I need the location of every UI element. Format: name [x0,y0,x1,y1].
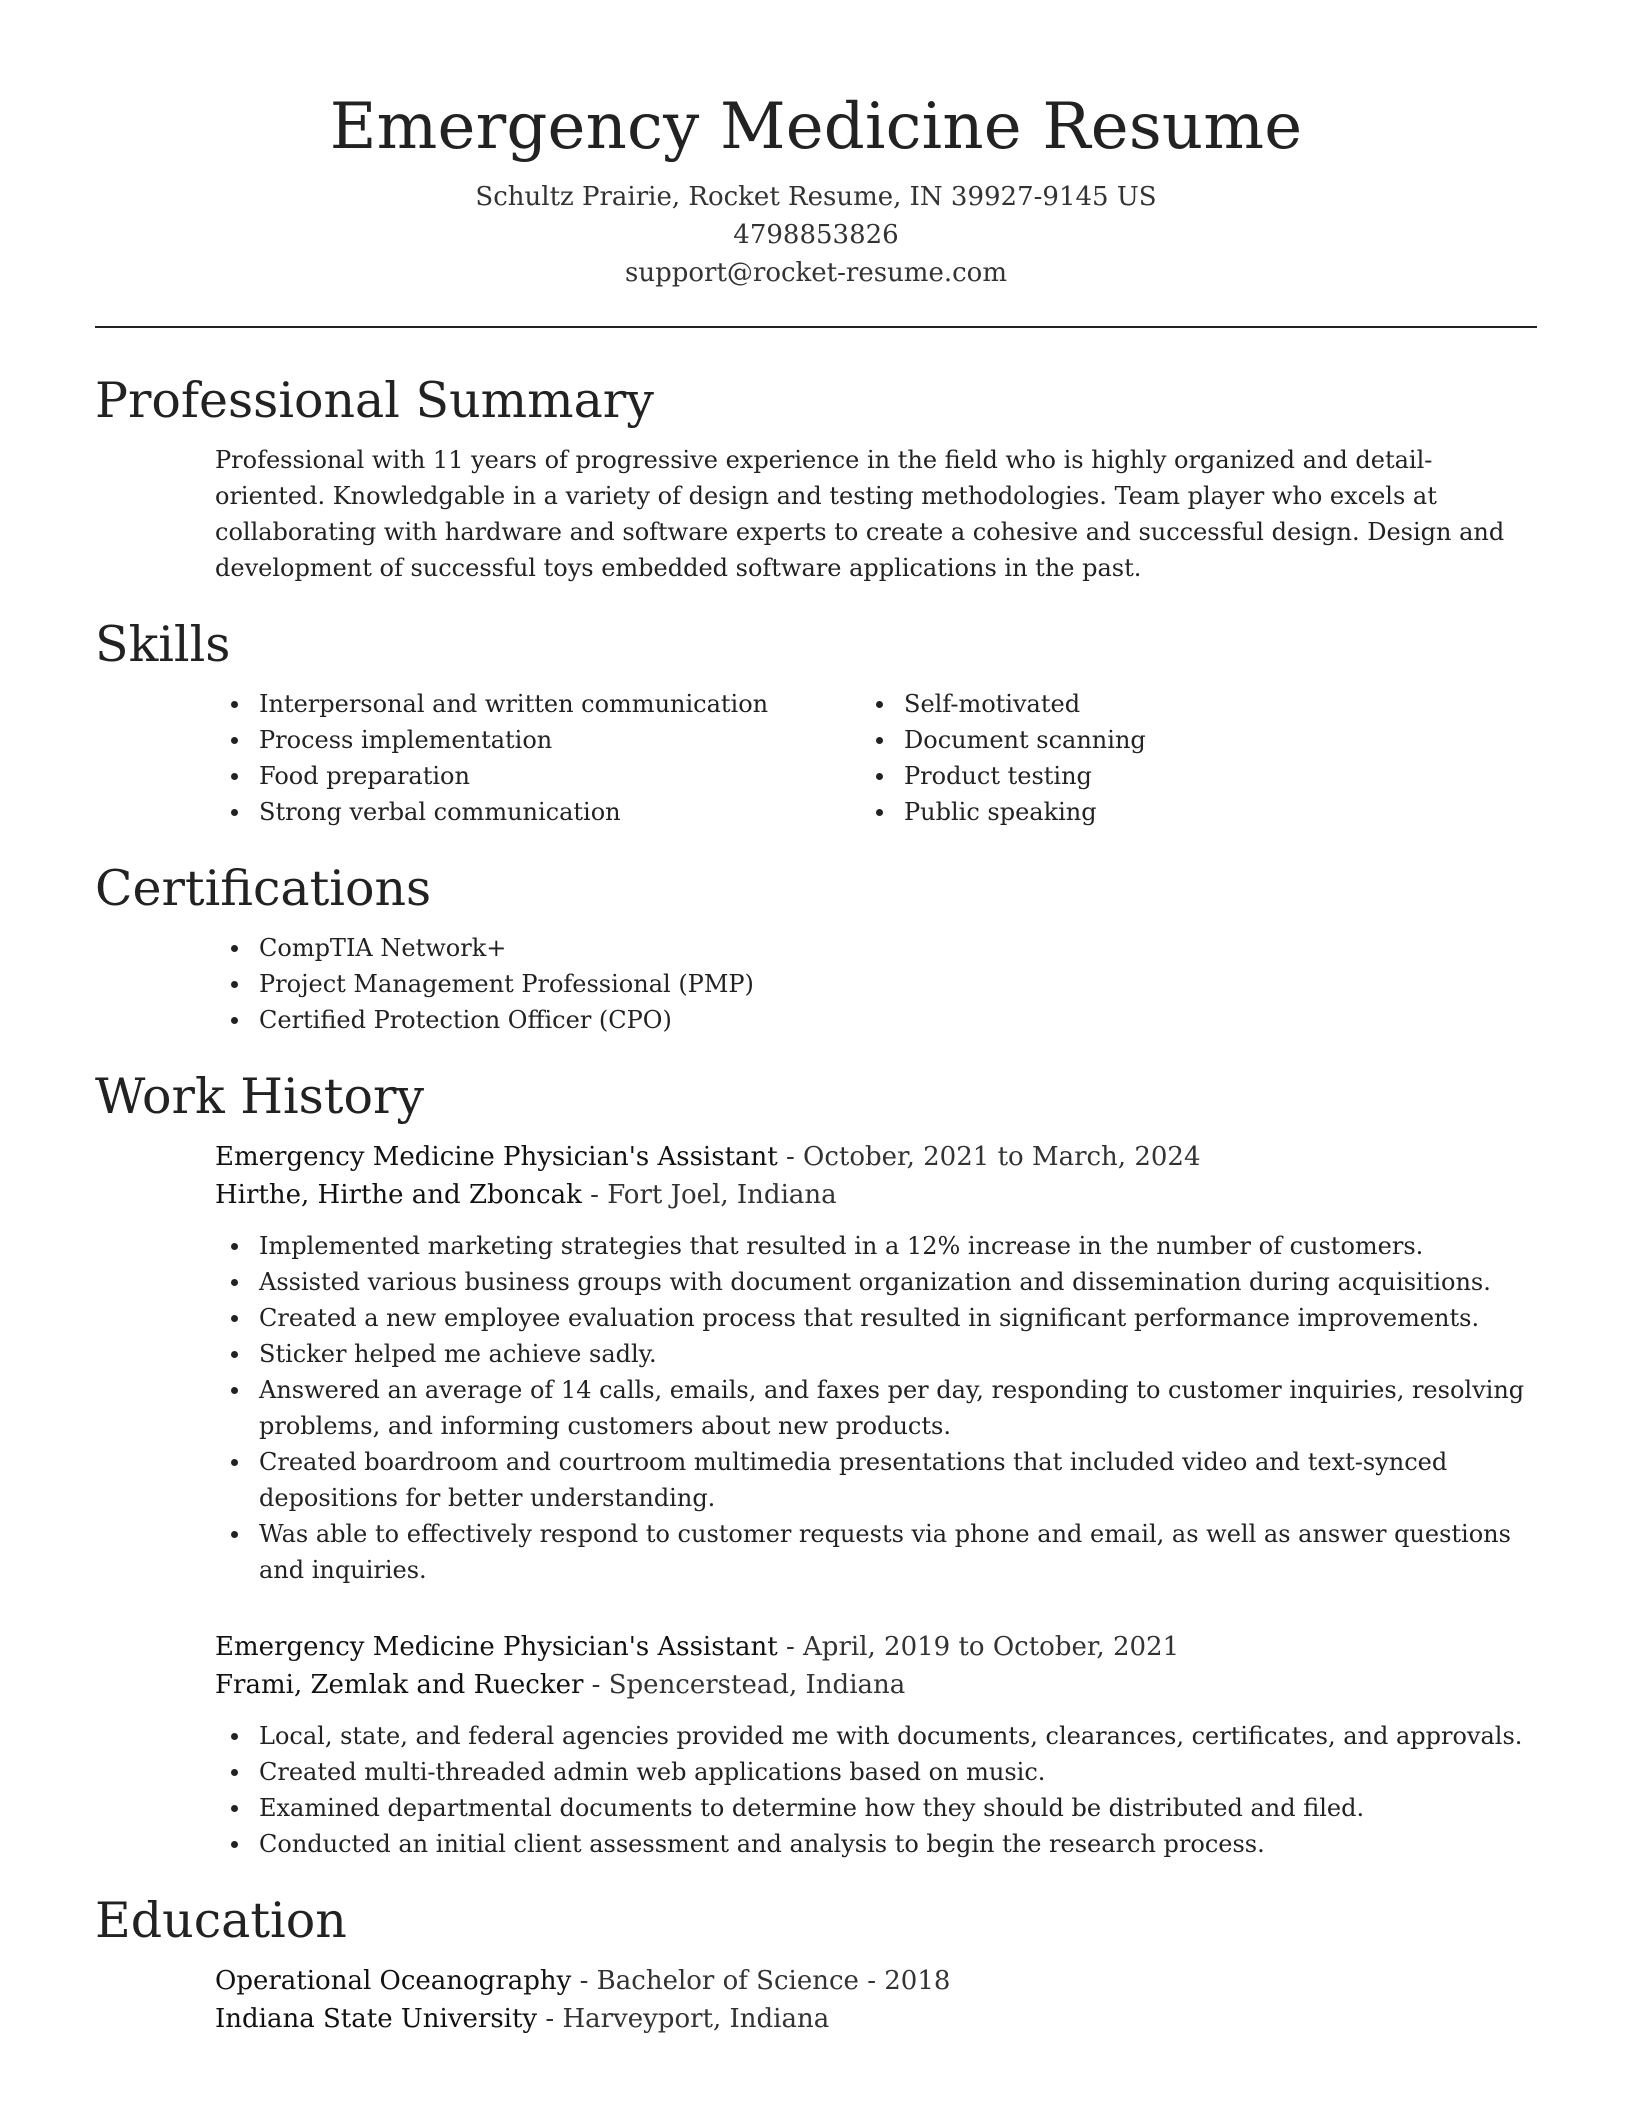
job-location: - Fort Joel, Indiana [581,1180,837,1210]
list-item: Product testing [904,758,1460,794]
list-item: Sticker helped me achieve sadly. [259,1336,1537,1372]
summary-heading: Professional Summary [95,372,654,429]
job-position: Emergency Medicine Physician's Assistant [215,1142,778,1172]
certifications-section [95,854,1537,1038]
contact-block [95,178,1537,292]
job-dates: - April, 2019 to October, 2021 [777,1632,1180,1662]
job-company: Hirthe, Hirthe and Zboncak [215,1180,582,1210]
list-item: Created boardroom and courtroom multimedia presentations that included video and text-synced depositions for better understanding. [259,1444,1537,1516]
list-item: Implemented marketing strategies that resulted in a 12% increase in the number of customers. [259,1228,1537,1264]
contact-phone: 4798853826 [733,220,899,250]
list-item: Food preparation [259,758,860,794]
list-item: Local, state, and federal agencies provided me with documents, clearances, certificates, and approvals. [259,1718,1537,1754]
resume-title: Emergency Medicine Resume [329,90,1303,164]
skills-heading: Skills [95,616,231,673]
education-location: - Harveyport, Indiana [537,2004,830,2034]
job-entry [215,1138,1537,1588]
list-item: Examined departmental documents to determine how they should be distributed and filed. [259,1790,1537,1826]
list-item: Public speaking [904,794,1460,830]
job-dates: - October, 2021 to March, 2024 [777,1142,1201,1172]
list-item: Interpersonal and written communication [259,686,860,722]
contact-address: Schultz Prairie, Rocket Resume, IN 39927-9145 US [475,182,1157,212]
education-section [95,1886,1537,2038]
header-divider [95,326,1537,328]
list-item: Conducted an initial client assessment and analysis to begin the research process. [259,1826,1537,1862]
list-item: Strong verbal communication [259,794,860,830]
list-item: Self-motivated [904,686,1460,722]
job-bullets [215,1718,1537,1862]
work-history-heading: Work History [95,1068,425,1125]
certifications-heading: Certifications [95,860,432,917]
list-item: Project Management Professional (PMP) [259,966,1537,1002]
summary-text: Professional with 11 years of progressive experience in the field who is highly organized and detail-oriented. Knowledgable in a variety of design and testing methodologies. Team player who excels at collaborating with hardware and software experts to create a cohesive and successful design. Design and development of successful toys embedded software applications in the past. [215,446,1505,582]
certifications-list [215,930,1537,1038]
list-item: Created multi-threaded admin web applications based on music. [259,1754,1537,1790]
job-company: Frami, Zemlak and Ruecker [215,1670,584,1700]
job-location: - Spencerstead, Indiana [583,1670,906,1700]
skills-list-right [860,686,1460,830]
resume-header [95,0,1537,292]
job-bullets [215,1228,1537,1588]
list-item: Assisted various business groups with document organization and dissemination during acquisitions. [259,1264,1537,1300]
summary-section [95,366,1537,586]
list-item: Was able to effectively respond to customer requests via phone and email, as well as answer questions and inquiries. [259,1516,1537,1588]
education-school-line [215,2000,1537,2038]
education-degree-line [215,1962,1537,2000]
work-history-section [95,1062,1537,1862]
list-item: Answered an average of 14 calls, emails, and faxes per day, responding to customer inquiries, resolving problems, and informing customers about new products. [259,1372,1537,1444]
education-heading: Education [95,1892,347,1949]
list-item: Created a new employee evaluation process that resulted in significant performance improvements. [259,1300,1537,1336]
education-field: Operational Oceanography [215,1966,572,1996]
job-entry [215,1628,1537,1862]
skills-list-left [215,686,860,830]
contact-email: support@rocket-resume.com [624,258,1007,288]
job-company-line [215,1176,1537,1214]
list-item: Certified Protection Officer (CPO) [259,1002,1537,1038]
list-item: Process implementation [259,722,860,758]
job-title-line [215,1628,1537,1666]
list-item: Document scanning [904,722,1460,758]
list-item: CompTIA Network+ [259,930,1537,966]
job-company-line [215,1666,1537,1704]
job-title-line [215,1138,1537,1176]
education-school: Indiana State University [215,2004,538,2034]
job-position: Emergency Medicine Physician's Assistant [215,1632,778,1662]
skills-grid [215,686,1537,830]
skills-section [95,610,1537,830]
education-degree: - Bachelor of Science - 2018 [571,1966,951,1996]
